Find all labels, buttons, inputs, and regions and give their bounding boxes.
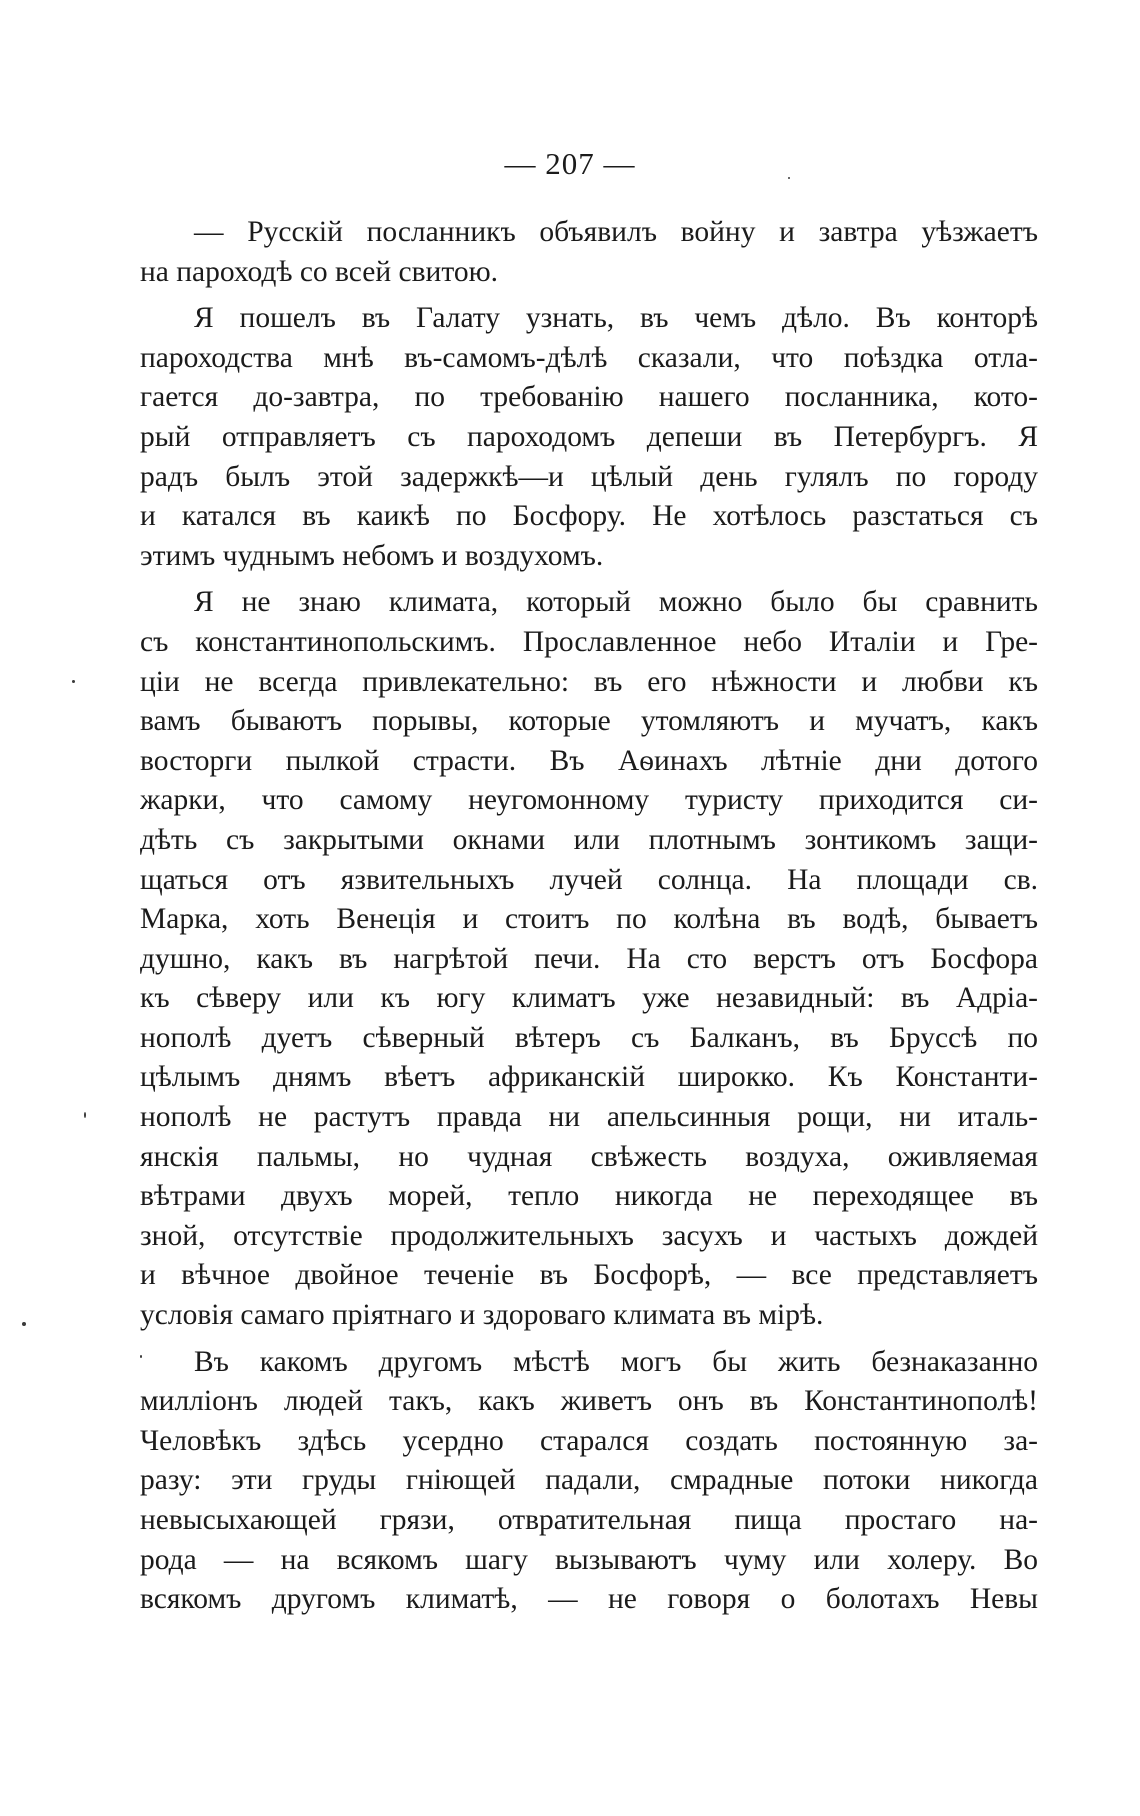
text-line: зной, отсутствіе продолжительныхъ засухъ и частыхъ дождей xyxy=(140,1219,1038,1252)
scan-speck xyxy=(72,680,75,683)
text-line: душно, какъ въ нагрѣтой печи. На сто верстъ отъ Босфора xyxy=(140,942,1038,975)
scan-speck xyxy=(140,1355,142,1358)
paragraph xyxy=(140,213,1038,292)
text-line: восторги пылкой страсти. Въ Аѳинахъ лѣтніе дни дотого xyxy=(140,744,1038,777)
text-line: цѣлымъ днямъ вѣетъ африканскій широкко. Къ Константи- xyxy=(140,1061,1038,1094)
text-line: пароходства мнѣ въ-самомъ-дѣлѣ сказали, что поѣздка отла- xyxy=(140,341,1038,374)
text-line: — Русскій посланникъ объявилъ войну и завтра уѣзжаетъ xyxy=(194,216,1038,248)
text-line: и катался въ каикѣ по Босфору. Не хотѣлось разстаться съ xyxy=(140,500,1038,533)
paragraph xyxy=(140,1343,1038,1620)
text-line: невысыхающей грязи, отвратительная пища простаго на- xyxy=(140,1504,1038,1536)
text-line: нополѣ дуетъ сѣверный вѣтеръ съ Балканъ, въ Бруссѣ по xyxy=(140,1021,1038,1054)
text-line: Въ какомъ другомъ мѣстѣ могъ бы жить безнаказанно xyxy=(194,1345,1038,1378)
text-line: радъ былъ этой задержкѣ—и цѣлый день гулялъ по городу xyxy=(140,460,1038,493)
text-line: рода — на всякомъ шагу вызываютъ чуму или холеру. Во xyxy=(140,1543,1038,1576)
text-line: къ сѣверу или къ югу климатъ уже незавидный: въ Адріа- xyxy=(140,982,1038,1015)
paragraph xyxy=(140,583,1038,1335)
paragraph xyxy=(140,299,1038,576)
text-line: и вѣчное двойное теченіе въ Босфорѣ, — все представляетъ xyxy=(140,1259,1038,1292)
text-line: съ константинопольскимъ. Прославленное небо Италіи и Гре- xyxy=(140,625,1038,658)
text-line: рый отправляетъ съ пароходомъ депеши въ Петербургъ. Я xyxy=(140,420,1038,453)
text-line: дѣть съ закрытыми окнами или плотнымъ зонтикомъ защи- xyxy=(140,823,1038,856)
page-number: — 207 — xyxy=(504,146,636,181)
text-line: ціи не всегда привлекательно: въ его нѣжности и любви къ xyxy=(140,665,1038,698)
text-line: милліонъ людей такъ, какъ живетъ онъ въ Константинополѣ! xyxy=(140,1385,1038,1418)
text-line: на пароходѣ со всей свитою. xyxy=(140,255,498,288)
text-line: всякомъ другомъ климатѣ, — не говоря о болотахъ Невы xyxy=(140,1583,1038,1616)
text-line: нополѣ не растутъ правда ни апельсинныя рощи, ни италь- xyxy=(140,1101,1038,1134)
text-line: вѣтрами двухъ морей, тепло никогда не переходящее въ xyxy=(140,1180,1038,1213)
text-line: янскія пальмы, но чудная свѣжесть воздуха, оживляемая xyxy=(140,1140,1038,1173)
text-line: гается до-завтра, по требованію нашего посланника, кото- xyxy=(140,381,1038,414)
text-line: Марка, хоть Венеція и стоитъ по колѣна въ водѣ, бываетъ xyxy=(140,903,1038,936)
text-line: разу: эти груды гніющей падали, смрадные потоки никогда xyxy=(140,1464,1038,1497)
text-line: щаться отъ язвительныхъ лучей солнца. На площади св. xyxy=(140,863,1038,896)
scan-speck xyxy=(788,177,790,179)
text-line: этимъ чуднымъ небомъ и воздухомъ. xyxy=(140,539,604,572)
body-text xyxy=(140,213,1038,1620)
text-line: Человѣкъ здѣсь усердно старался создать постоянную за- xyxy=(140,1424,1038,1457)
text-line: Я не знаю климата, который можно было бы сравнить xyxy=(194,586,1038,619)
text-line: условія самаго пріятнаго и здороваго климата въ мірѣ. xyxy=(140,1299,824,1332)
text-line: вамъ бываютъ порывы, которые утомляютъ и мучатъ, какъ xyxy=(140,705,1038,738)
text-line: жарки, что самому неугомонному туристу приходится си- xyxy=(140,784,1038,817)
scan-speck xyxy=(84,1112,86,1118)
scan-speck xyxy=(22,1322,26,1326)
text-line: Я пошелъ въ Галату узнать, въ чемъ дѣло. Въ конторѣ xyxy=(194,302,1038,335)
